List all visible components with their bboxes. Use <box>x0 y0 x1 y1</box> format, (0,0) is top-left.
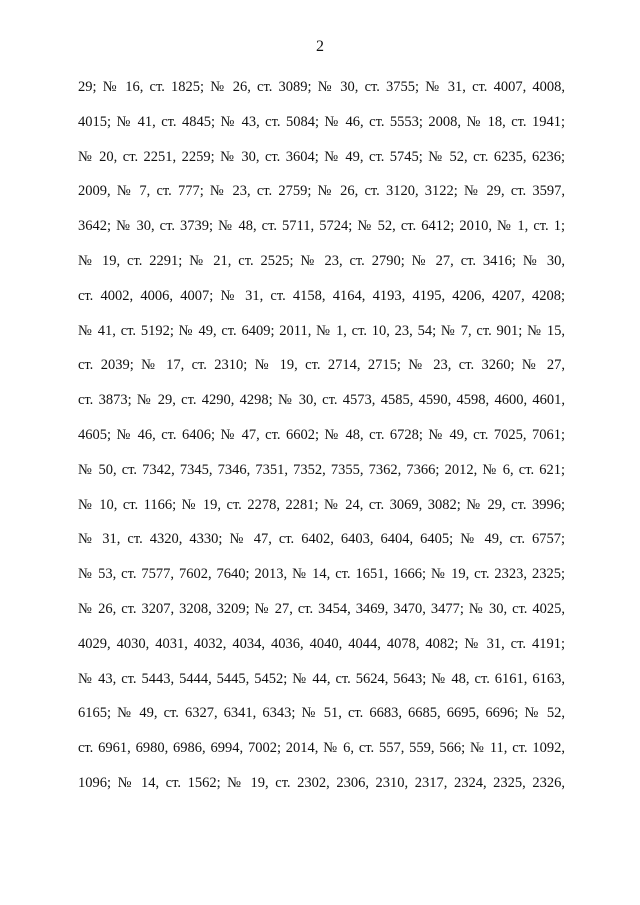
text-line: 4605; № 46, ст. 6406; № 47, ст. 6602; № 48, ст. 6728; № 49, ст. 7025, 7061; <box>78 426 565 443</box>
text-line: № 31, ст. 4320, 4330; № 47, ст. 6402, 6403, 6404, 6405; № 49, ст. 6757; <box>78 531 565 548</box>
text-line: № 41, ст. 5192; № 49, ст. 6409; 2011, № 1, ст. 10, 23, 54; № 7, ст. 901; № 15, <box>78 322 565 339</box>
text-line: ст. 6961, 6980, 6986, 6994, 7002; 2014, № 6, ст. 557, 559, 566; № 11, ст. 1092, <box>78 740 565 757</box>
text-line: № 26, ст. 3207, 3208, 3209; № 27, ст. 3454, 3469, 3470, 3477; № 30, ст. 4025, <box>78 600 565 617</box>
text-line: 6165; № 49, ст. 6327, 6341, 6343; № 51, ст. 6683, 6685, 6695, 6696; № 52, <box>78 705 565 722</box>
body-text <box>78 74 565 805</box>
text-line: 4029, 4030, 4031, 4032, 4034, 4036, 4040, 4044, 4078, 4082; № 31, ст. 4191; <box>78 635 565 652</box>
text-line: № 19, ст. 2291; № 21, ст. 2525; № 23, ст. 2790; № 27, ст. 3416; № 30, <box>78 252 565 269</box>
page-number: 2 <box>316 38 324 55</box>
text-line: 29; № 16, ст. 1825; № 26, ст. 3089; № 30, ст. 3755; № 31, ст. 4007, 4008, <box>78 79 565 95</box>
text-line: 4015; № 41, ст. 4845; № 43, ст. 5084; № 46, ст. 5553; 2008, № 18, ст. 1941; <box>78 113 565 130</box>
text-line: ст. 3873; № 29, ст. 4290, 4298; № 30, ст. 4573, 4585, 4590, 4598, 4600, 4601, <box>78 392 565 409</box>
text-line: 1096; № 14, ст. 1562; № 19, ст. 2302, 2306, 2310, 2317, 2324, 2325, 2326, <box>78 774 565 791</box>
text-line: № 50, ст. 7342, 7345, 7346, 7351, 7352, 7355, 7362, 7366; 2012, № 6, ст. 621; <box>78 461 565 478</box>
text-line: 3642; № 30, ст. 3739; № 48, ст. 5711, 5724; № 52, ст. 6412; 2010, № 1, ст. 1; <box>78 218 565 235</box>
text-line: 2009, № 7, ст. 777; № 23, ст. 2759; № 26, ст. 3120, 3122; № 29, ст. 3597, <box>78 183 565 200</box>
text-line: ст. 4002, 4006, 4007; № 31, ст. 4158, 4164, 4193, 4195, 4206, 4207, 4208; <box>78 287 565 304</box>
text-line: № 43, ст. 5443, 5444, 5445, 5452; № 44, ст. 5624, 5643; № 48, ст. 6161, 6163, <box>78 670 565 687</box>
text-line: № 10, ст. 1166; № 19, ст. 2278, 2281; № 24, ст. 3069, 3082; № 29, ст. 3996; <box>78 496 565 513</box>
text-line: № 53, ст. 7577, 7602, 7640; 2013, № 14, ст. 1651, 1666; № 19, ст. 2323, 2325; <box>78 566 565 583</box>
text-line: № 20, ст. 2251, 2259; № 30, ст. 3604; № 49, ст. 5745; № 52, ст. 6235, 6236; <box>78 148 565 165</box>
text-line: ст. 2039; № 17, ст. 2310; № 19, ст. 2714, 2715; № 23, ст. 3260; № 27, <box>78 357 565 374</box>
